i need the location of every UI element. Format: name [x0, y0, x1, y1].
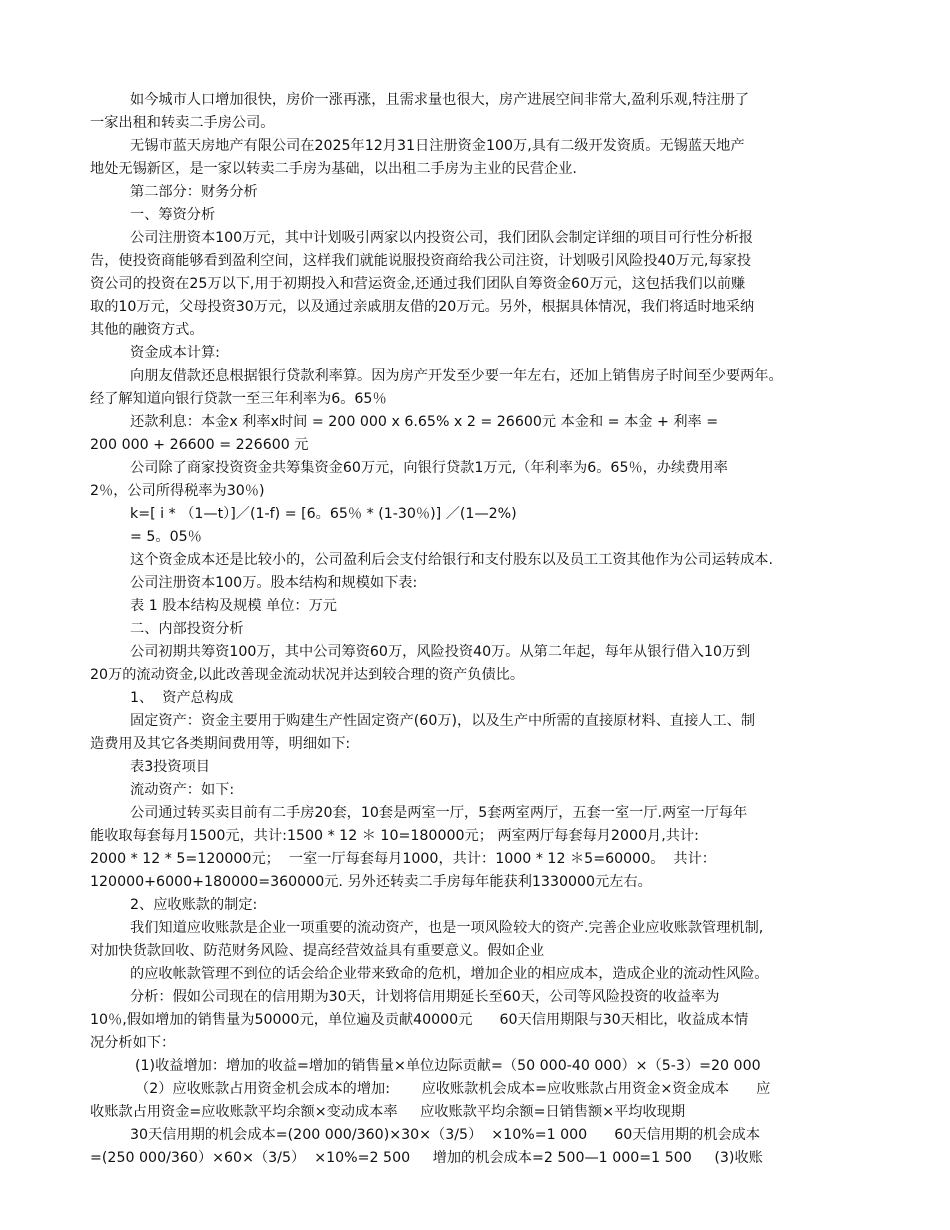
- text-line: 取的10万元，父母投资30万元，以及通过亲戚朋友借的20万元。另外，根据具体情况，我们将适时地采纳: [90, 299, 755, 315]
- text-line: 其他的融资方式。: [90, 322, 204, 338]
- text-line: 10％,假如增加的销售量为50000元，单位遍及贡献40000元 60天信用期限与30天相比，收益成本情: [90, 1012, 749, 1028]
- formula-line: =(250 000/360）×60×（3/5） ×10%=2 500 增加的机会成本=2 500—1 000=1 500 (3)收账: [90, 1150, 763, 1166]
- text-line: 对加快货款回收、防范财务风险、提高经营效益具有重要意义。假如企业: [90, 943, 545, 959]
- text-line: 流动资产：如下:: [130, 782, 235, 798]
- formula-line: 30天信用期的机会成本=(200 000/360)×30×（3/5） ×10%=1 000 60天信用期的机会成本: [130, 1127, 761, 1143]
- text-line: 况分析如下：: [90, 1035, 176, 1051]
- table-caption: 表 1 股本结构及规模 单位：万元: [130, 598, 337, 614]
- text-line: 如今城市人口增加很快，房价一涨再涨，且需求量也很大，房产进展空间非常大,盈利乐观,特注册了: [130, 92, 750, 108]
- subsection-heading: 资金成本计算:: [130, 345, 220, 361]
- subsection-heading: 二、内部投资分析: [130, 621, 244, 637]
- subsection-heading: 1、 资产总构成: [130, 690, 234, 706]
- formula-line: 还款利息：本金x 利率x时间 = 200 000 x 6.65% x 2 = 26600元 本金和 = 本金 + 利率 =: [130, 414, 719, 430]
- text-line: 公司除了商家投资资金共筹集资金60万元，向银行贷款1万元,（年利率为6。65％，办续费用率: [130, 460, 728, 476]
- table-caption: 表3投资项目: [130, 759, 210, 775]
- text-line: 2％，公司所得税率为30％): [90, 483, 265, 499]
- text-line: 这个资金成本还是比较小的，公司盈利后会支付给银行和支付股东以及员工工资其他作为公司运转成本.: [130, 552, 773, 568]
- text-line: 地处无锡新区，是一家以转卖二手房为基础，以出租二手房为主业的民营企业.: [90, 161, 577, 177]
- subsection-heading: 一、筹资分析: [130, 207, 216, 223]
- text-line: 告，使投资商能够看到盈利空间，这样我们就能说服投资商给我公司注资，计划吸引风险投40万元,每家投: [90, 253, 752, 269]
- text-line: 能收取每套每月1500元，共计:1500 * 12 ＊ 10=180000元； 两室两厅每套每月2000月,共计:: [90, 828, 699, 844]
- text-line: 20万的流动资金,以此改善现金流动状况并达到较合理的资产负债比。: [90, 667, 525, 683]
- text-line: 经了解知道向银行贷款一至三年利率为6。65％: [90, 391, 387, 407]
- text-line: 无锡市蓝天房地产有限公司在2025年12月31日注册资金100万,具有二级开发资质。无锡蓝天地产: [130, 138, 745, 154]
- text-line: 公司注册资本100万。股本结构和规模如下表:: [130, 575, 418, 591]
- subsection-heading: 2、应收账款的制定:: [130, 897, 258, 913]
- formula-line: 收账款占用资金=应收账款平均余额×变动成本率 应收账款平均余额=日销售额×平均收现期: [90, 1104, 686, 1120]
- formula-line: 120000+6000+180000=360000元. 另外还转卖二手房每年能获利1330000元左右。: [90, 874, 652, 890]
- text-line: 造费用及其它各类期间费用等，明细如下:: [90, 736, 351, 752]
- text-line: 分析：假如公司现在的信用期为30天，计划将信用期延长至60天，公司等风险投资的收益率为: [130, 989, 720, 1005]
- formula-line: 2000 * 12 * 5=120000元； 一室一厅每套每月1000，共计：1000 * 12 ＊5=60000。 共计：: [90, 851, 716, 867]
- formula-line: 200 000 + 26600 = 226600 元: [90, 437, 309, 453]
- text-line: 资公司的投资在25万以下,用于初期投入和营运资金,还通过我们团队自筹资金60万元，这包括我们以前赚: [90, 276, 746, 292]
- text-line: 固定资产：资金主要用于购建生产性固定资产(60万)，以及生产中所需的直接原材料、直接人工、制: [130, 713, 756, 729]
- text-line: 公司注册资本100万元，其中计划吸引两家以内投资公司，我们团队会制定详细的项目可行性分析报: [130, 230, 753, 246]
- text-line: 一家出租和转卖二手房公司。: [90, 115, 275, 131]
- formula-line: (1)收益增加：增加的收益=增加的销售量×单位边际贡献=（50 000-40 000）×（5-3）=20 000: [135, 1058, 761, 1074]
- formula-line: k=[ i * （1—t）]／(1-f) = [6。65％ * (1-30％)] ／(1—2%): [130, 506, 517, 522]
- section-heading: 第二部分：财务分析: [130, 184, 258, 200]
- text-line: 公司通过转买卖目前有二手房20套，10套是两室一厅，5套两室两厅，五套一室一厅.两室一厅每年: [130, 805, 748, 821]
- text-line: 公司初期共筹资100万，其中公司筹资60万，风险投资40万。从第二年起，每年从银行借入10万到: [130, 644, 751, 660]
- formula-line: = 5。05％: [130, 529, 202, 545]
- text-line: 我们知道应收账款是企业一项重要的流动资产，也是一项风险较大的资产.完善企业应收账款管理机制,: [130, 920, 764, 936]
- formula-line: （2）应收账款占用资金机会成本的增加: 应收账款机会成本=应收账款占用资金×资金成本 应: [135, 1081, 771, 1097]
- text-line: 的应收帐款管理不到位的话会给企业带来致命的危机，增加企业的相应成本，造成企业的流动性风险。: [130, 966, 769, 982]
- text-line: 向朋友借款还息根据银行贷款利率算。因为房产开发至少要一年左右，还加上销售房子时间至少要两年。: [130, 368, 783, 384]
